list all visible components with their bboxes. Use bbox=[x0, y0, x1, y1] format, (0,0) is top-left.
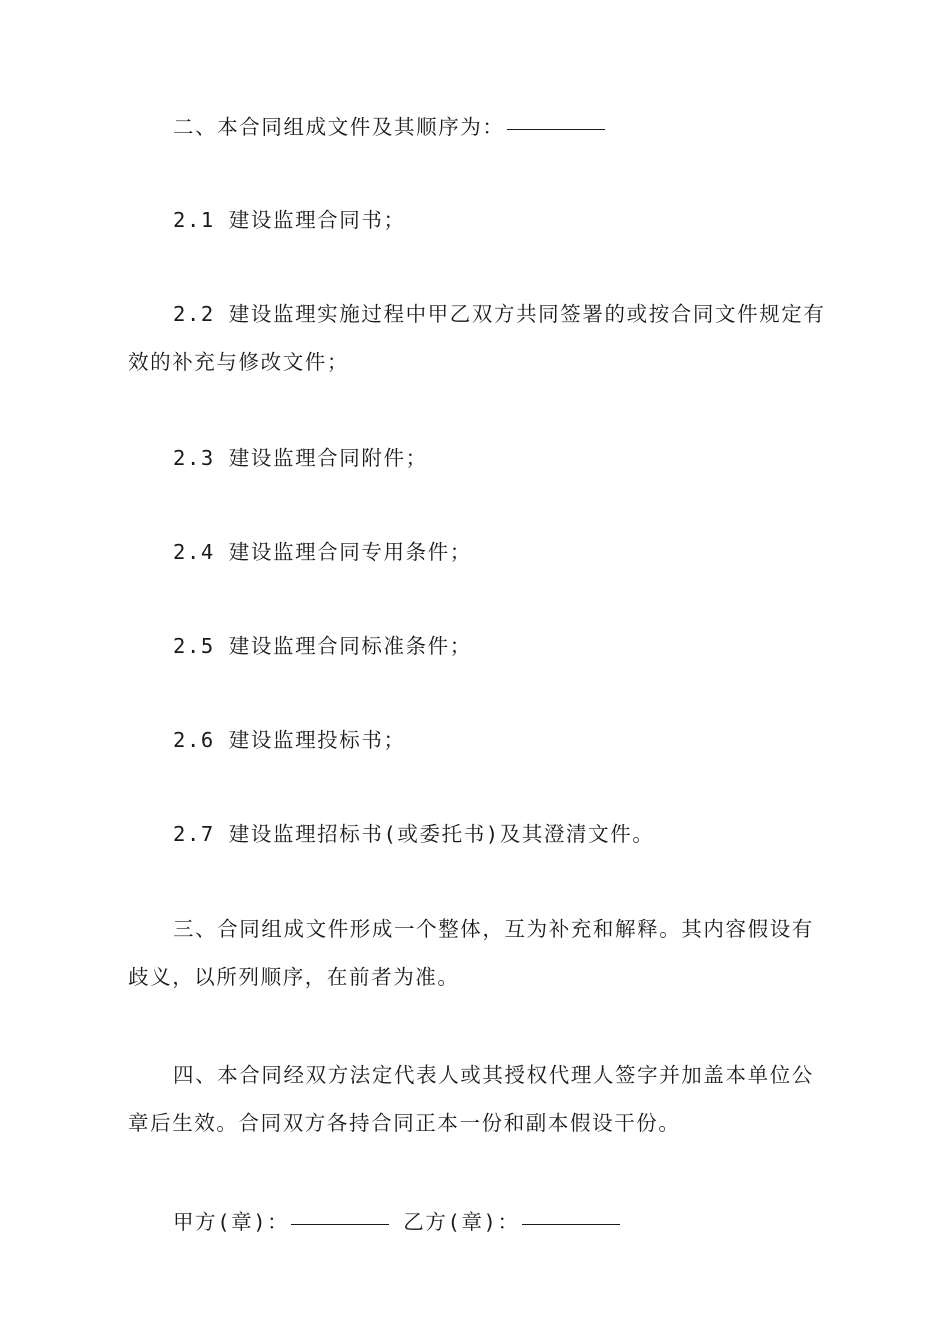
clause-text: 四、本合同经双方法定代表人或其授权代理人签字并加盖本单位公章后生效。合同双方各持合同正本一份和副本假设干份。 bbox=[128, 1063, 814, 1135]
party-a-label: 甲方(章)： bbox=[173, 1210, 290, 1234]
clause-text: 2.3 建设监理合同附件； bbox=[173, 446, 428, 470]
fill-in-blank bbox=[507, 127, 605, 130]
clause-2-heading bbox=[128, 103, 828, 151]
clause-text: 2.5 建设监理合同标准条件； bbox=[173, 634, 472, 658]
clause-4 bbox=[128, 1051, 828, 1147]
clause-text: 二、本合同组成文件及其顺序为： bbox=[173, 115, 505, 139]
clause-2-2 bbox=[128, 290, 828, 386]
clause-text: 2.1 建设监理合同书； bbox=[173, 208, 406, 232]
clause-2-5 bbox=[128, 622, 828, 670]
clause-3 bbox=[128, 905, 828, 1001]
clause-text: 2.2 建设监理实施过程中甲乙双方共同签署的或按合同文件规定有效的补充与修改文件； bbox=[128, 302, 826, 374]
clause-2-3 bbox=[128, 434, 828, 482]
clause-text: 2.7 建设监理招标书(或委托书)及其澄清文件。 bbox=[173, 822, 655, 846]
party-b-blank bbox=[522, 1222, 620, 1225]
clause-2-4 bbox=[128, 528, 828, 576]
clause-text: 2.6 建设监理投标书； bbox=[173, 728, 406, 752]
signature-row bbox=[173, 1198, 620, 1246]
clause-2-1 bbox=[128, 196, 828, 244]
clause-2-7 bbox=[128, 810, 828, 858]
party-a-blank bbox=[291, 1222, 389, 1225]
clause-text: 三、合同组成文件形成一个整体，互为补充和解释。其内容假设有歧义，以所列顺序，在前者为准。 bbox=[128, 917, 814, 989]
clause-text: 2.4 建设监理合同专用条件； bbox=[173, 540, 472, 564]
party-b-label: 乙方(章)： bbox=[403, 1210, 520, 1234]
clause-2-6 bbox=[128, 716, 828, 764]
